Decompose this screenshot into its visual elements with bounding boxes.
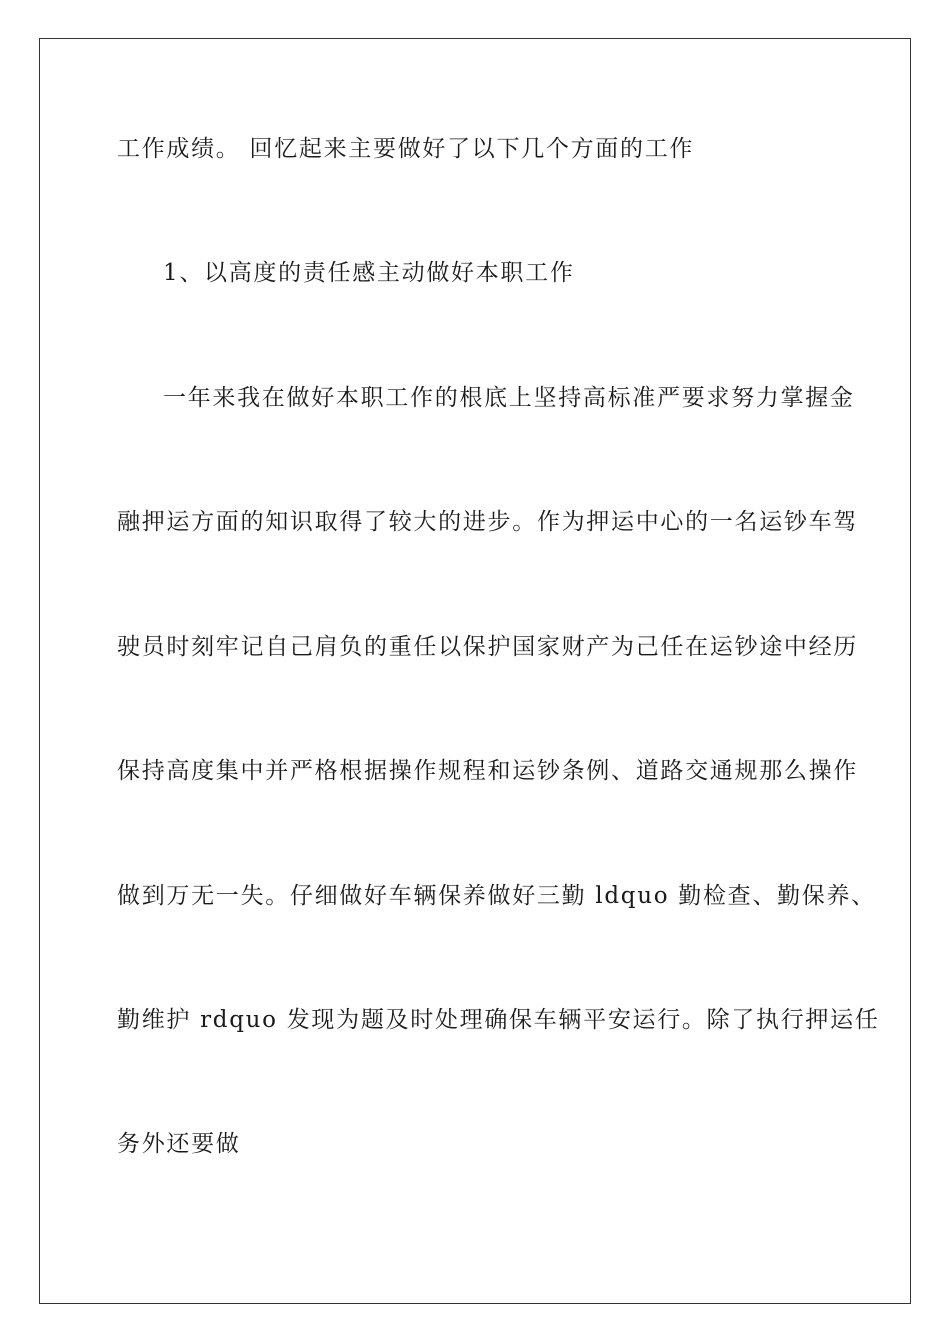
section-heading: 1、以高度的责任感主动做好本职工作	[163, 260, 575, 286]
paragraph-line-6: 勤维护 rdquo 发现为题及时处理确保车辆平安运行。除了执行押运任	[117, 1007, 880, 1033]
page-border	[39, 38, 911, 1304]
paragraph-line-7: 务外还要做	[117, 1131, 241, 1157]
text-line-1: 工作成绩。 回忆起来主要做好了以下几个方面的工作	[117, 136, 695, 162]
paragraph-line-1: 一年来我在做好本职工作的根底上坚持高标准严要求努力掌握金	[163, 385, 855, 411]
paragraph-line-3: 驶员时刻牢记自己肩负的重任以保护国家财产为己任在运钞途中经历	[117, 634, 858, 660]
paragraph-line-5: 做到万无一失。仔细做好车辆保养做好三勤 ldquo 勤检查、勤保养、	[117, 883, 876, 909]
paragraph-line-4: 保持高度集中并严格根据操作规程和运钞条例、道路交通规那么操作	[117, 758, 858, 784]
paragraph-line-2: 融押运方面的知识取得了较大的进步。作为押运中心的一名运钞车驾	[117, 509, 858, 535]
